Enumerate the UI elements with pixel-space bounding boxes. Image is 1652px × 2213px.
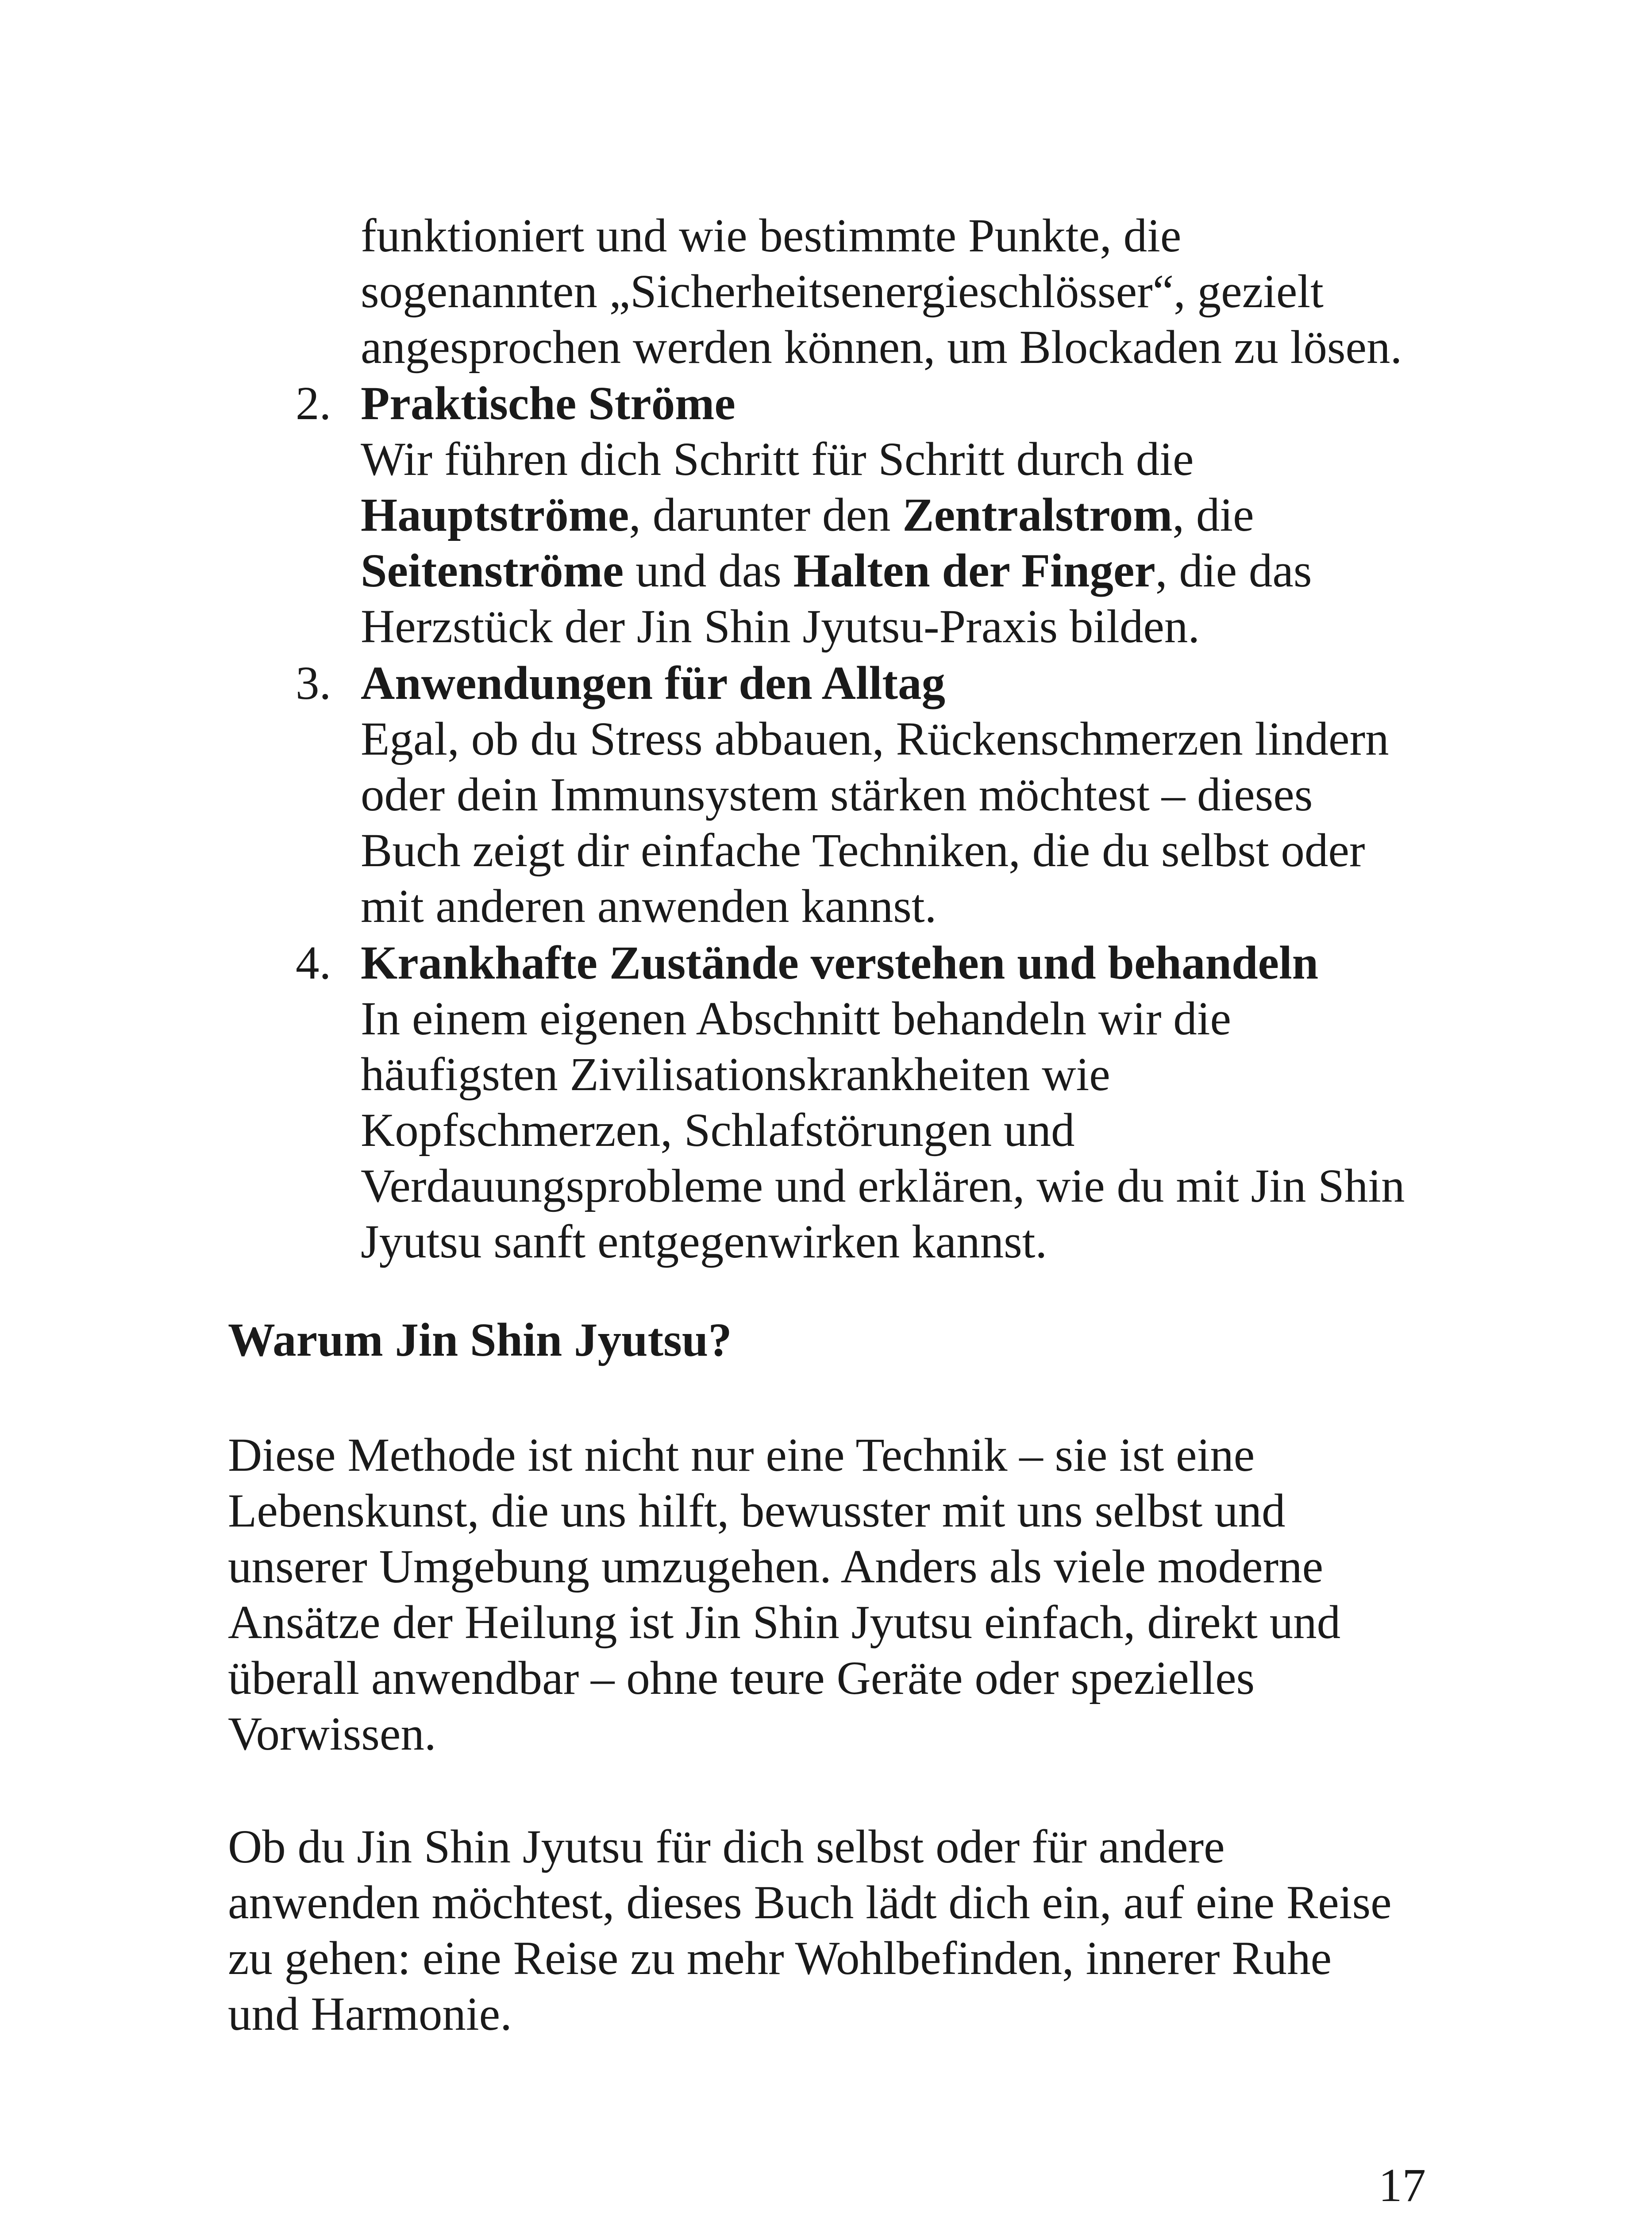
text-line: häufigsten Zivilisationskrankheiten wie [361, 1049, 1110, 1101]
text-line: überall anwendbar – ohne teure Geräte oder spezielles [228, 1652, 1255, 1704]
bold-term: Halten der Finger [793, 545, 1155, 597]
text-line: Kopfschmerzen, Schlafstörungen und [361, 1104, 1075, 1157]
text-line: Buch zeigt dir einfache Techniken, die du selbst oder [361, 825, 1365, 877]
list-number-4: 4. [296, 937, 331, 989]
list-item-2 [361, 376, 1312, 655]
list-item-title: Krankhafte Zustände verstehen und behandeln [361, 937, 1319, 989]
paragraph [228, 1427, 1340, 1762]
text-line: anwenden möchtest, dieses Buch lädt dich ein, auf eine Reise [228, 1877, 1392, 1929]
list-number-2: 2. [296, 378, 331, 430]
bold-term: Zentralstrom [902, 489, 1173, 541]
list-item-4 [361, 935, 1405, 1270]
text-line: Lebenskunst, die uns hilft, bewusster mit uns selbst und [228, 1485, 1286, 1537]
text-span: , darunter den [629, 489, 903, 541]
text-line: Egal, ob du Stress abbauen, Rückenschmerzen lindern [361, 713, 1389, 765]
paragraph [228, 1819, 1392, 2042]
text-line: oder dein Immunsystem stärken möchtest – dieses [361, 769, 1313, 821]
list-item-title: Praktische Ströme [361, 378, 736, 430]
list-item-3 [361, 655, 1389, 934]
text-line: Diese Methode ist nicht nur eine Technik – sie ist eine [228, 1429, 1255, 1481]
list-item-title: Anwendungen für den Alltag [361, 657, 945, 709]
text-line: Ansätze der Heilung ist Jin Shin Jyutsu einfach, direkt und [228, 1596, 1341, 1649]
bold-term: Hauptströme [361, 489, 629, 541]
bold-term: Seitenströme [361, 545, 624, 597]
text-line: Wir führen dich Schritt für Schritt durch die [361, 433, 1194, 486]
text-line: In einem eigenen Abschnitt behandeln wir die [361, 993, 1232, 1045]
text-span: , die das [1155, 545, 1312, 597]
text-line: Ob du Jin Shin Jyutsu für dich selbst oder für andere [228, 1821, 1225, 1873]
text-line: mit anderen anwenden kannst. [361, 880, 937, 933]
text-line: Vorwissen. [228, 1708, 436, 1760]
page-number: 17 [1379, 2159, 1426, 2212]
text-line [361, 487, 1312, 543]
text-line: zu gehen: eine Reise zu mehr Wohlbefinden, innerer Ruhe [228, 1932, 1332, 1985]
text-line: sogenannten „Sicherheitsenergieschlösser“, gezielt [361, 266, 1324, 318]
text-line: angesprochen werden können, um Blockaden zu lösen. [361, 321, 1402, 374]
text-span: und das [624, 545, 793, 597]
text-line: Herzstück der Jin Shin Jyutsu-Praxis bilden. [361, 601, 1200, 653]
text-line: funktioniert und wie bestimmte Punkte, die [361, 210, 1182, 262]
list-item-1-continuation [361, 208, 1402, 375]
text-line: Verdauungsprobleme und erklären, wie du mit Jin Shin [361, 1160, 1405, 1212]
text-line: und Harmonie. [228, 1988, 512, 2040]
list-number-3: 3. [296, 657, 331, 709]
text-span: , die [1172, 489, 1254, 541]
text-line: Jyutsu sanft entgegenwirken kannst. [361, 1216, 1047, 1268]
section-heading: Warum Jin Shin Jyutsu? [228, 1314, 732, 1366]
text-line: unserer Umgebung umzugehen. Anders als viele moderne [228, 1541, 1324, 1593]
text-line [361, 543, 1312, 599]
